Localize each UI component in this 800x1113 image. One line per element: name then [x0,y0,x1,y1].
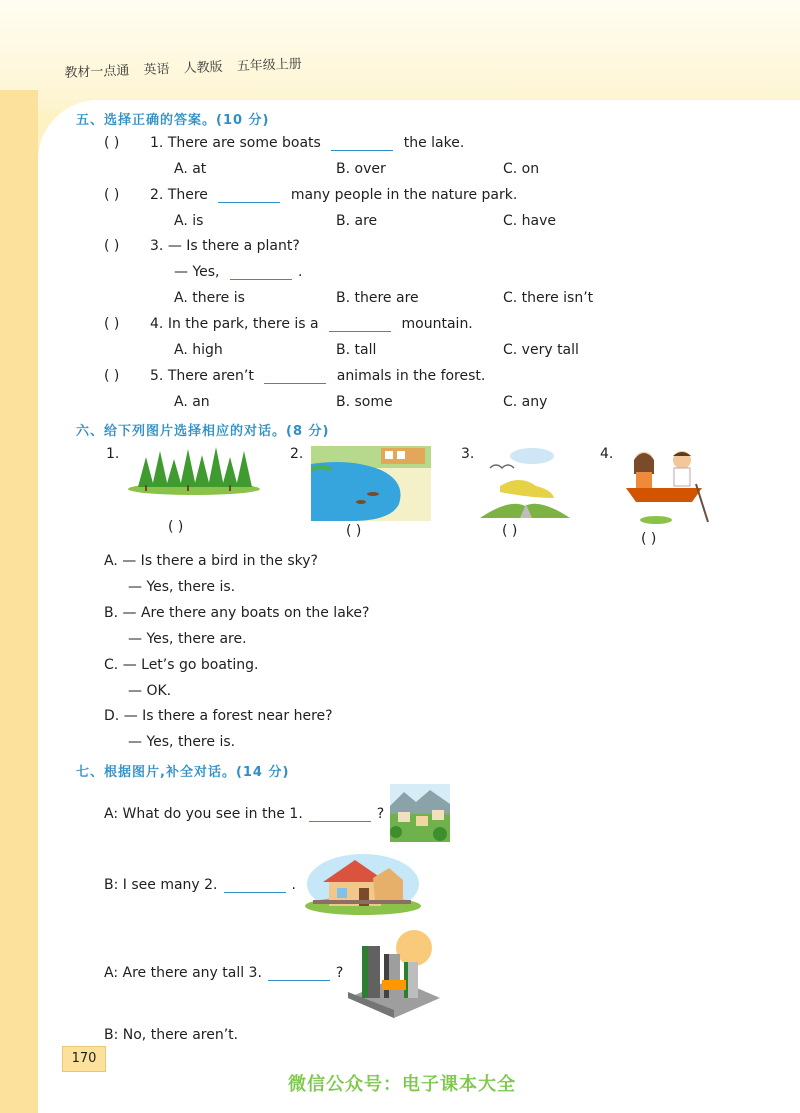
q-num: 4. [150,316,164,332]
question-3-line2 [174,264,302,280]
answer-paren[interactable]: ( ) [346,523,362,539]
q-num: 1. [150,135,164,151]
option[interactable]: B. over [336,161,386,177]
blank-line[interactable] [268,966,330,981]
header-subject: 英语 [143,61,170,78]
option[interactable]: A. high [174,342,223,358]
village-image [390,784,450,842]
option[interactable]: C. very tall [503,342,579,358]
question-5 [150,368,485,384]
option[interactable]: A. is [174,213,204,229]
blank-line[interactable] [224,878,286,893]
header-edition: 人教版 [183,59,223,77]
question-2 [150,187,517,203]
buildings-image [348,928,440,1018]
header-book: 教材一点通 [64,63,130,81]
dialog-b-line1: B. — Are there any boats on the lake? [104,605,370,621]
forest-image [124,445,264,495]
answer-paren[interactable]: ( ) [104,368,120,384]
answer-paren[interactable]: ( ) [502,523,518,539]
page-number: 170 [62,1046,106,1072]
option[interactable]: C. have [503,213,557,229]
dialog-a-line2: — Yes, there is. [128,579,236,595]
dialog-d-line2: — Yes, there is. [128,734,236,750]
blank-line[interactable] [331,136,393,151]
answer-paren[interactable]: ( ) [104,316,120,332]
dialog-c-line2: — OK. [128,683,172,699]
blank-line[interactable] [309,807,371,822]
lake-image [311,446,431,521]
dialog-a-line1: A. — Is there a bird in the sky? [104,553,318,569]
q-num: 2. [150,187,164,203]
option[interactable]: A. at [174,161,207,177]
q-text: animals in the forest. [336,368,486,384]
q-text: In the park, there is a [167,316,319,332]
q-text: There [167,187,208,203]
option[interactable]: B. there are [336,290,419,306]
option[interactable]: C. there isn’t [503,290,594,306]
answer-paren[interactable]: ( ) [641,531,657,547]
pic-number: 1. [106,446,120,462]
question-3 [150,238,300,254]
header-grade: 五年级上册 [236,56,303,75]
blank-line[interactable] [218,188,280,203]
pic-number: 4. [600,446,614,462]
option[interactable]: B. are [336,213,378,229]
blank-line[interactable] [329,317,391,332]
q-text: . [297,264,303,280]
q-num: 3. [150,238,164,254]
side-stripe [0,90,38,1113]
dialog-b-line2: — Yes, there are. [128,631,247,647]
dialog-d-line1: D. — Is there a forest near here? [104,708,333,724]
answer-paren[interactable]: ( ) [104,187,120,203]
fill-line-1: A: What do you see in the 1. ? [104,806,385,822]
fill-line-4: B: No, there aren’t. [104,1027,239,1043]
q-text: the lake. [403,135,465,151]
option[interactable]: A. an [174,394,210,410]
bird-image [480,446,570,521]
question-1 [150,135,464,151]
pic-number: 3. [461,446,475,462]
fill-line-3: A: Are there any tall 3. ? [104,965,344,981]
option[interactable]: C. any [503,394,548,410]
q-text: many people in the nature park. [290,187,518,203]
fill-text: B: I see many 2. [104,877,218,893]
option[interactable]: B. some [336,394,393,410]
blank-line[interactable] [230,265,292,280]
answer-paren[interactable]: ( ) [168,519,184,535]
q-text: There are some boats [167,135,321,151]
dialog-c-line1: C. — Let’s go boating. [104,657,259,673]
watermark: 微信公众号：电子课本大全 [288,1074,516,1095]
question-4 [150,316,473,332]
top-band [0,0,800,110]
section7-title: 七、根据图片,补全对话。(14 分) [76,765,290,780]
option[interactable]: A. there is [174,290,245,306]
answer-paren[interactable]: ( ) [104,238,120,254]
answer-paren[interactable]: ( ) [104,135,120,151]
fill-text: A: Are there any tall 3. [104,965,262,981]
blank-line[interactable] [264,369,326,384]
fill-text: A: What do you see in the 1. [104,806,303,822]
section5-title: 五、选择正确的答案。(10 分) [76,113,270,128]
boating-image [622,444,712,526]
q-text: — Is there a plant? [167,238,300,254]
q-text: — Yes, [174,264,220,280]
q-text: There aren’t [167,368,254,384]
option[interactable]: B. tall [336,342,377,358]
pic-number: 2. [290,446,304,462]
fill-line-2: B: I see many 2. . [104,877,296,893]
house-image [303,850,421,916]
q-text: mountain. [401,316,473,332]
option[interactable]: C. on [503,161,540,177]
q-num: 5. [150,368,164,384]
section6-title: 六、给下列图片选择相应的对话。(8 分) [76,424,330,439]
